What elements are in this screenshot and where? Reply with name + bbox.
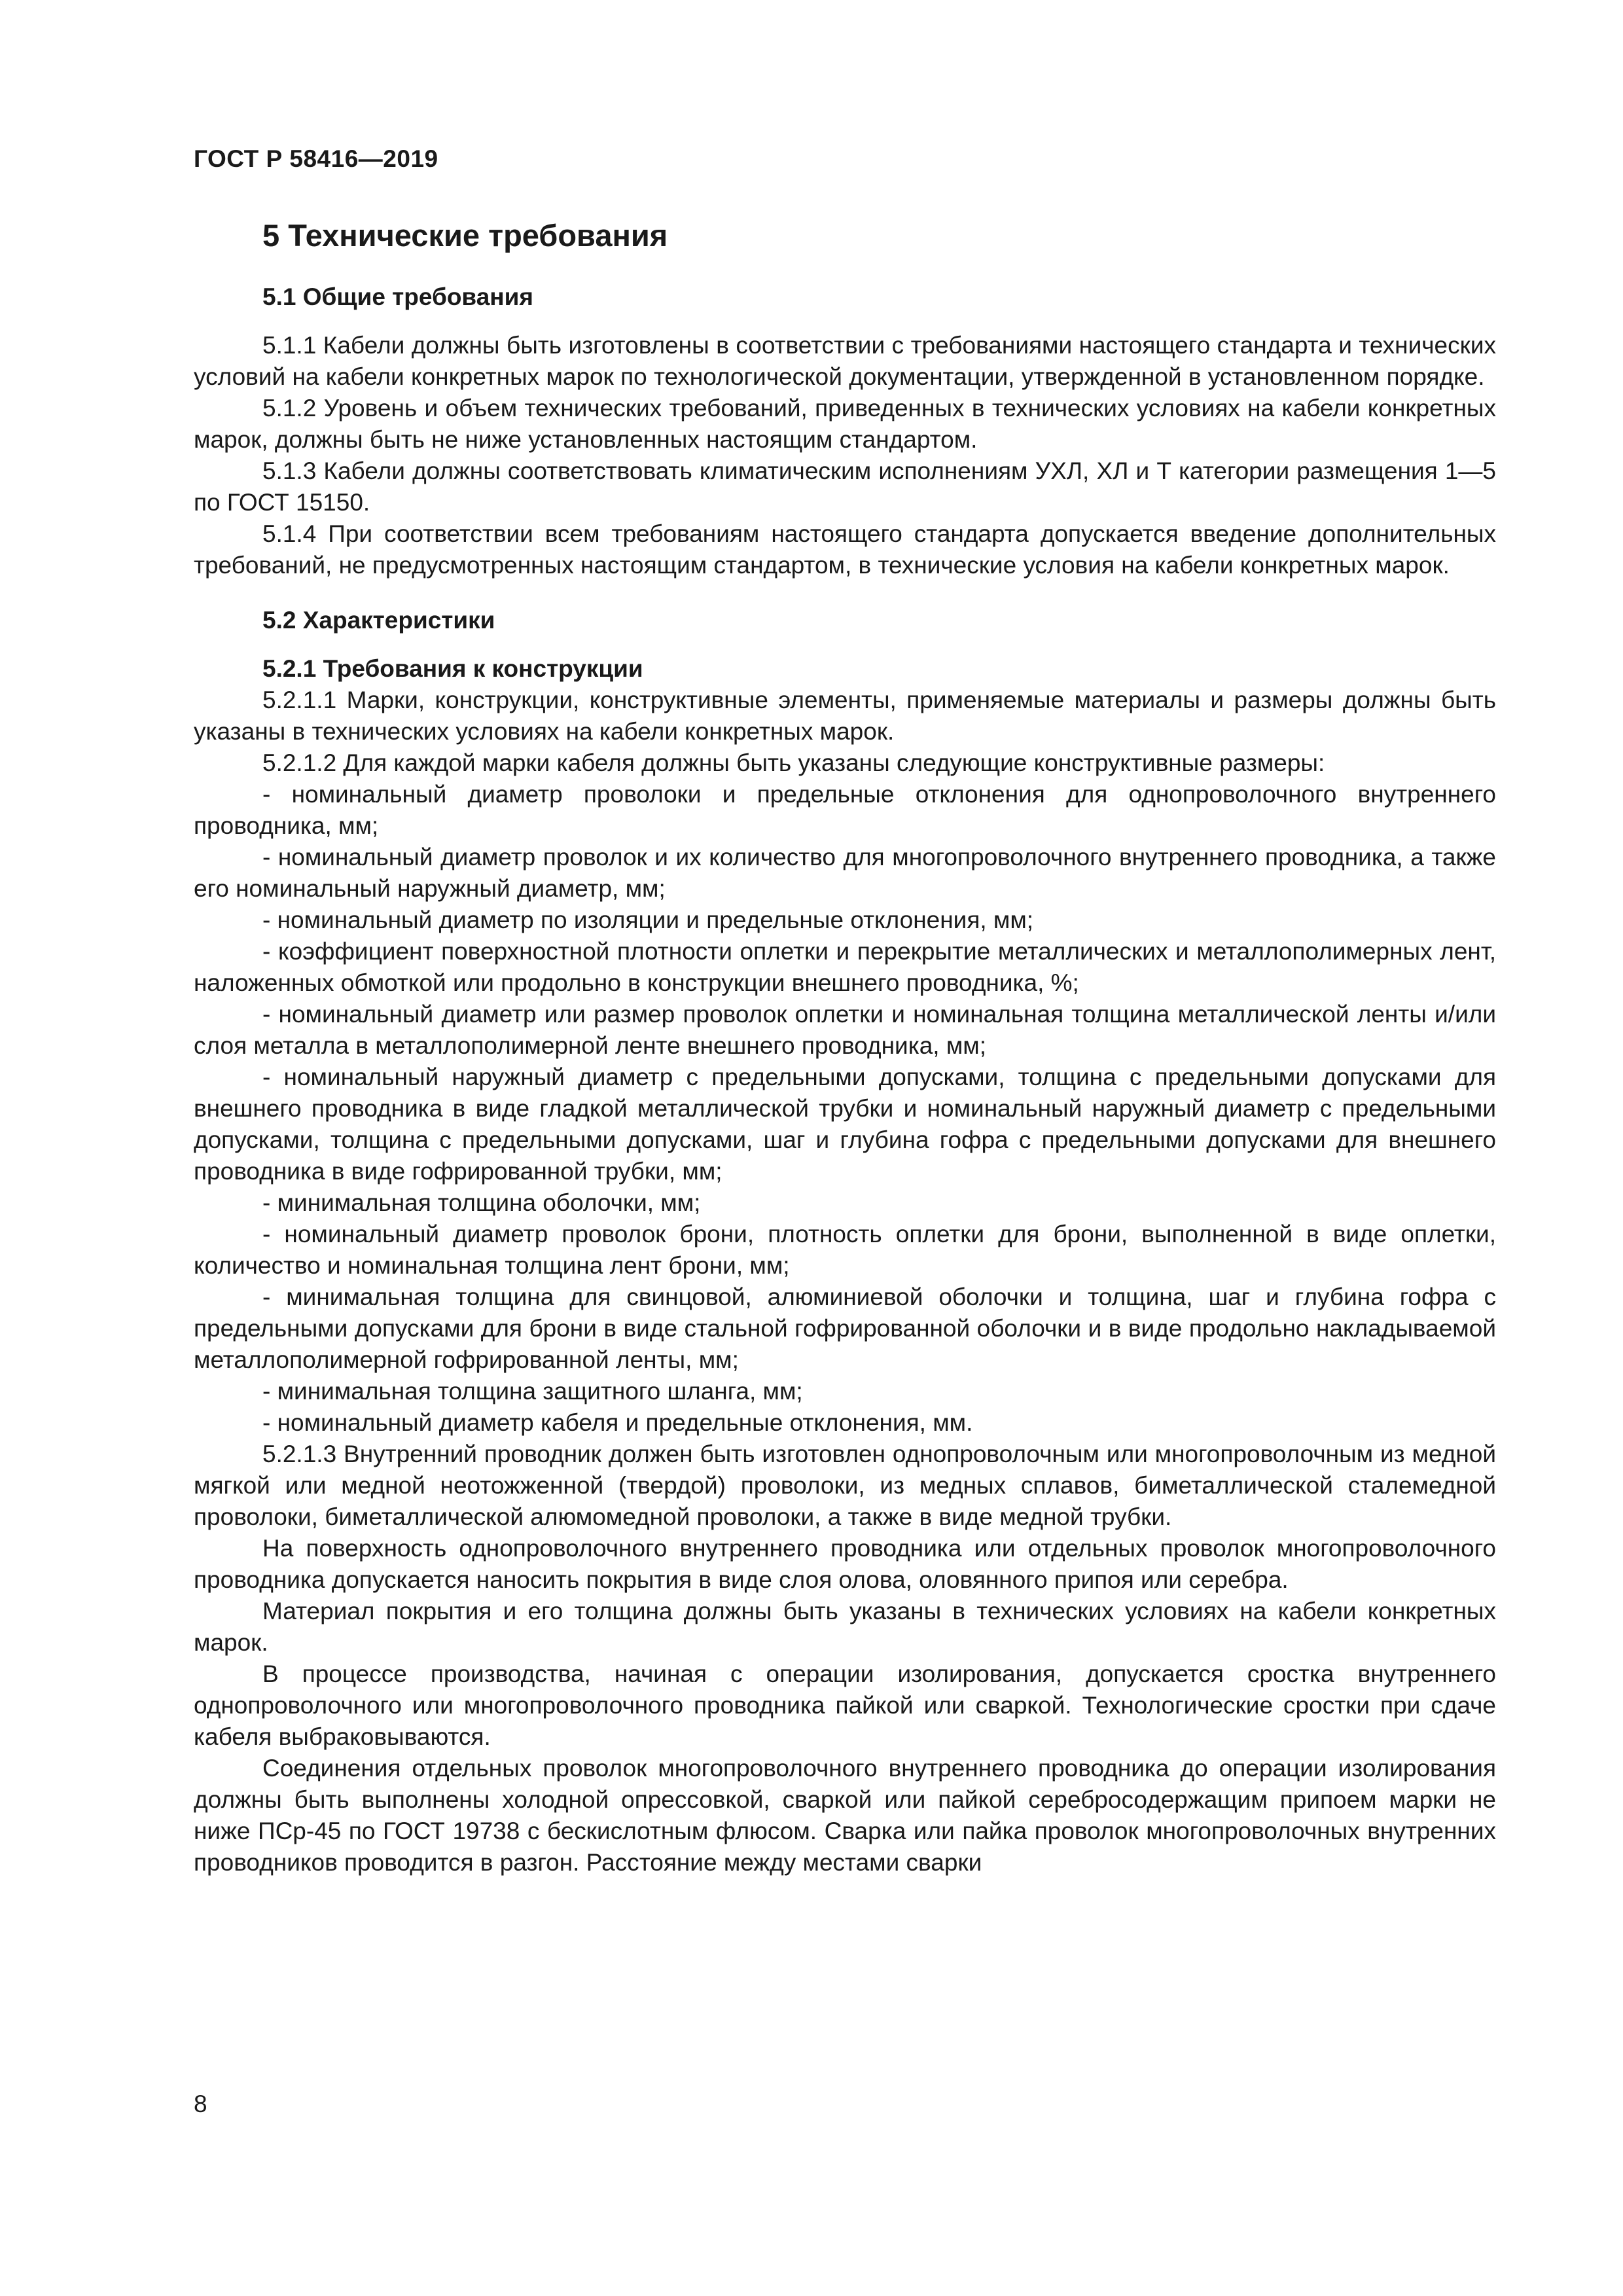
list-item: - номинальный диаметр проволок брони, плотность оплетки для брони, выполненной в виде оплетки, количество и номинальная толщина лент брони, мм; bbox=[194, 1221, 1496, 1279]
standard-header: ГОСТ Р 58416—2019 bbox=[194, 145, 438, 172]
subsection-title-5-2-1: 5.2.1 Требования к конструкции bbox=[262, 655, 643, 682]
paragraph-coating-material: Материал покрытия и его толщина должны быть указаны в технических условиях на кабели конкретных марок. bbox=[194, 1598, 1496, 1656]
list-item: - номинальный диаметр проволок и их количество для многопроволочного внутреннего проводника, а также его номинальный наружный диаметр, мм; bbox=[194, 844, 1496, 902]
list-item: - номинальный диаметр по изоляции и предельные отклонения, мм; bbox=[262, 906, 1034, 933]
list-item: - минимальная толщина для свинцовой, алюминиевой оболочки и толщина, шаг и глубина гофра с предельными допусками для брони в виде стальной гофрированной оболочки и в виде продольно накладываемой металлополимерной гофрированной ленты, мм; bbox=[194, 1283, 1496, 1373]
document-body bbox=[194, 216, 1496, 1878]
paragraph-wire-joints: Соединения отдельных проволок многопроволочного внутреннего проводника до операции изолирования должны быть выполнены холодной опрессовкой, сваркой или пайкой серебросодержащим припоем марки не ниже ПСр-45 по ГОСТ 19738 с бескислотным флюсом. Сварка или пайка проволок многопроволочных внутренних проводников проводится в разгон. Расстояние между местами сварки bbox=[194, 1755, 1496, 1876]
paragraph-5-2-1-3: 5.2.1.3 Внутренний проводник должен быть изготовлен однопроволочным или многопроволочным из медной мягкой или медной неотожженной (твердой) проволоки, из медных сплавов, биметаллической сталемедной проволоки, биметаллической алюмомедной проволоки, а также в виде медной трубки. bbox=[194, 1441, 1496, 1530]
paragraph-5-1-1: 5.1.1 Кабели должны быть изготовлены в соответствии с требованиями настоящего стандарта и технических условий на кабели конкретных марок по технологической документации, утвержденной в установленном порядке. bbox=[194, 332, 1496, 390]
section-title: 5 Технические требования bbox=[262, 218, 668, 253]
subsection-title-5-2: 5.2 Характеристики bbox=[262, 607, 495, 634]
page-number: 8 bbox=[194, 2090, 207, 2117]
paragraph-5-1-3: 5.1.3 Кабели должны соответствовать климатическим исполнениям УХЛ, ХЛ и Т категории размещения 1—5 по ГОСТ 15150. bbox=[194, 457, 1496, 516]
paragraph-5-1-2: 5.1.2 Уровень и объем технических требований, приведенных в технических условиях на кабели конкретных марок, должны быть не ниже установленных настоящим стандартом. bbox=[194, 395, 1496, 453]
list-item: - минимальная толщина защитного шланга, мм; bbox=[262, 1378, 803, 1405]
paragraph-splicing: В процессе производства, начиная с операции изолирования, допускается сростка внутреннего однопроволочного или многопроволочного проводника пайкой или сваркой. Технологические сростки при сдаче кабеля выбраковываются. bbox=[194, 1660, 1496, 1750]
list-item: - номинальный диаметр проволоки и предельные отклонения для однопроволочного внутреннего проводника, мм; bbox=[194, 781, 1496, 839]
paragraph-5-1-4: 5.1.4 При соответствии всем требованиям настоящего стандарта допускается введение дополнительных требований, не предусмотренных настоящим стандартом, в технические условия на кабели конкретных марок. bbox=[194, 520, 1496, 579]
paragraph-coating: На поверхность однопроволочного внутреннего проводника или отдельных проволок многопроволочного проводника допускается наносить покрытия в виде слоя олова, оловянного припоя или серебра. bbox=[194, 1535, 1496, 1593]
list-item: - номинальный диаметр или размер проволок оплетки и номинальная толщина металлической ленты и/или слоя металла в металлополимерной ленте внешнего проводника, мм; bbox=[194, 1001, 1496, 1059]
subsection-title-5-1: 5.1 Общие требования bbox=[262, 283, 533, 310]
list-item: - минимальная толщина оболочки, мм; bbox=[262, 1189, 701, 1216]
list-item: - номинальный диаметр кабеля и предельные отклонения, мм. bbox=[262, 1409, 973, 1436]
paragraph-5-2-1-1: 5.2.1.1 Марки, конструкции, конструктивные элементы, применяемые материалы и размеры должны быть указаны в технических условиях на кабели конкретных марок. bbox=[194, 687, 1496, 745]
list-item: - номинальный наружный диаметр с предельными допусками, толщина с предельными допусками для внешнего проводника в виде гладкой металлической трубки и номинальный наружный диаметр с предельными допусками, толщина с предельными допусками, шаг и глубина гофра с предельными допусками для внешнего проводника в виде гофрированной трубки, мм; bbox=[194, 1064, 1496, 1185]
paragraph-5-2-1-2: 5.2.1.2 Для каждой марки кабеля должны быть указаны следующие конструктивные размеры: bbox=[262, 749, 1325, 776]
list-item: - коэффициент поверхностной плотности оплетки и перекрытие металлических и металлополимерных лент, наложенных обмоткой или продольно в конструкции внешнего проводника, %; bbox=[194, 938, 1496, 996]
